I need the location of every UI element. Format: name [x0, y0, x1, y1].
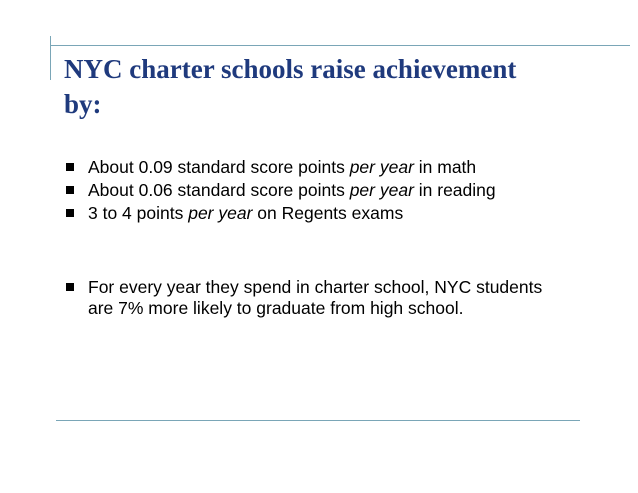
bullet-graduation	[66, 277, 566, 319]
bullet-regents	[66, 203, 566, 224]
bullet-text: on Regents exams	[252, 203, 404, 223]
bullet-text: About 0.09 standard score points	[88, 157, 350, 177]
bullet-text: in math	[413, 157, 477, 177]
bullet-text: About 0.06 standard score points	[88, 180, 350, 200]
slide-title: NYC charter schools raise achievement by:	[64, 54, 517, 119]
bullet-math	[66, 157, 566, 178]
top-rule	[50, 45, 630, 46]
bottom-rule	[56, 420, 580, 421]
bullet-emphasis: per year	[188, 203, 253, 223]
left-rule	[50, 36, 51, 80]
bullet-text: For every year they spend in charter school, NYC students are 7% more likely to graduate from high school.	[88, 277, 543, 318]
square-bullet-icon	[66, 163, 74, 171]
square-bullet-icon	[66, 186, 74, 194]
bullet-reading	[66, 180, 566, 201]
square-bullet-icon	[66, 283, 74, 291]
bullet-list	[66, 157, 566, 321]
bullet-text: in reading	[413, 180, 496, 200]
bullet-text: 3 to 4 points	[88, 203, 189, 223]
bullet-emphasis: per year	[349, 180, 414, 200]
bullet-emphasis: per year	[349, 157, 414, 177]
square-bullet-icon	[66, 209, 74, 217]
